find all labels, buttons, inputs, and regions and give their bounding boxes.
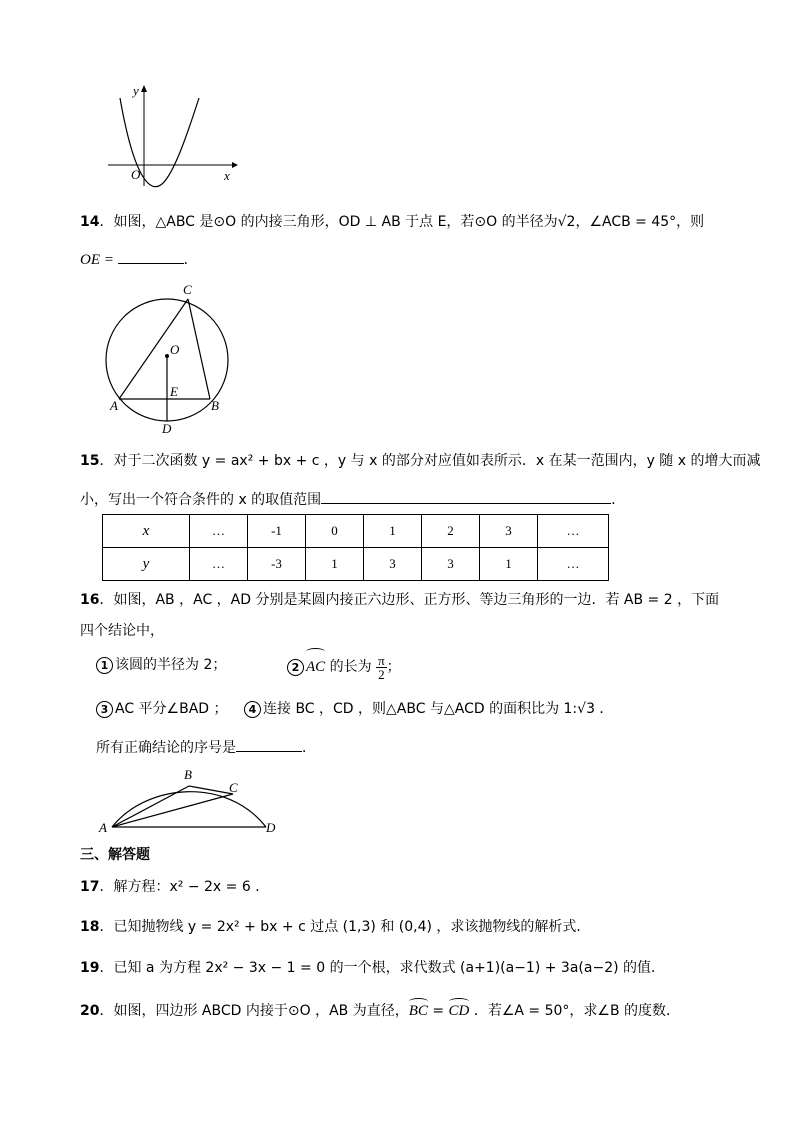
label-d: D [266, 820, 276, 835]
table-row [103, 548, 609, 581]
arc-cd: CD [448, 1003, 470, 1019]
center-point [165, 354, 169, 358]
table-cell: 3 [364, 548, 422, 581]
label-b: B [184, 767, 192, 782]
conclusion-3-text: AC 平分∠BAD ； [115, 701, 228, 717]
table-head-y: y [103, 548, 190, 581]
q20-eq: = [427, 1003, 449, 1019]
q16-number: 16 [80, 592, 100, 608]
q16-conclusion-3 [96, 700, 228, 718]
q16-text2: 四个结论中， [80, 623, 164, 639]
section-title [80, 846, 150, 864]
q19-text: ．已知 a 为方程 2x² − 3x − 1 = 0 的一个根，求代数式 (a+1)(a−1) + 3a(a−2) 的值． [99, 960, 666, 976]
circled-number-1: 1 [96, 657, 113, 674]
q14-text: ．如图，△ABC 是⊙O 的内接三角形，OD ⊥ AB 于点 E，若⊙O 的半径为√2，∠ACB = 45°，则 [99, 214, 705, 230]
table-cell: … [190, 548, 248, 581]
table-cell: 1 [364, 515, 422, 548]
label-e: E [170, 384, 178, 399]
q16-line5 [96, 737, 316, 757]
q18-line [80, 918, 590, 936]
fraction-pi-over-2 [376, 654, 387, 681]
section-3-title: 三、解答题 [80, 847, 150, 863]
q16-line2 [80, 622, 164, 640]
conclusion-4-text: 连接 BC ，CD ，则△ABC 与△ACD 的面积比为 1:√3 ． [263, 701, 614, 717]
q15-value-table [102, 514, 609, 581]
circled-number-3: 3 [96, 701, 113, 718]
table-cell: … [190, 515, 248, 548]
x-axis-label: x [224, 168, 230, 183]
arc-bc: BC [408, 1003, 428, 1019]
y-axis-label: y [133, 83, 139, 98]
conclusion-2-end: ； [386, 659, 401, 675]
q16-arc-figure [96, 766, 286, 838]
fraction-numerator: π [378, 652, 385, 668]
table-row [103, 515, 609, 548]
arc-ac: AC [306, 652, 325, 682]
label-c: C [229, 780, 238, 795]
q16-conclusion-1 [96, 656, 226, 674]
q14-line2 [80, 249, 198, 269]
segment-ab [112, 786, 189, 827]
q15-answer-blank[interactable] [321, 489, 611, 504]
table-cell: 1 [480, 548, 538, 581]
table-head-x: x [103, 515, 190, 548]
table-cell: 2 [422, 515, 480, 548]
q15-line1 [80, 452, 760, 470]
q16-text: ．如图，AB ，AC ，AD 分别是某圆内接正六边形、正方形、等边三角形的一边．若 AB = 2 ，下面 [99, 592, 720, 608]
q20-text-b: ．若∠A = 50°，求∠B 的度数． [469, 1003, 681, 1019]
q15-line2 [80, 489, 625, 509]
q14-oe-label: OE = [80, 252, 118, 268]
parabola-graph [100, 82, 250, 192]
q19-line [80, 959, 665, 977]
conclusion-1-text: 该圆的半径为 2； [115, 657, 227, 673]
circled-number-4: 4 [244, 701, 261, 718]
label-o: O [170, 342, 180, 357]
label-a: A [110, 398, 118, 413]
q16-text5: 所有正确结论的序号是 [96, 740, 236, 756]
q16-conclusion-4 [244, 700, 613, 718]
segment-bc [189, 786, 233, 794]
label-d: D [162, 421, 172, 435]
q16-conclusion-2 [287, 652, 401, 682]
x-axis-arrow [232, 162, 238, 168]
table-cell: 3 [480, 515, 538, 548]
table-cell: -3 [248, 548, 306, 581]
q17-number: 17 [80, 879, 100, 895]
table-cell: -1 [248, 515, 306, 548]
q15-number: 15 [80, 453, 100, 469]
q15-text2: 小，写出一个符合条件的 x 的取值范围 [80, 492, 322, 508]
q18-number: 18 [80, 919, 100, 935]
table-cell: 0 [306, 515, 364, 548]
table-cell: 3 [422, 548, 480, 581]
origin-label: O [131, 167, 141, 182]
circle-arc [112, 792, 266, 827]
q16-end: ． [302, 740, 316, 756]
table-cell: … [538, 548, 609, 581]
circled-number-2: 2 [287, 659, 304, 676]
q18-text: ．已知抛物线 y = 2x² + bx + c 过点 (1,3) 和 (0,4) ，求该抛物线的解析式． [99, 919, 591, 935]
label-b: B [211, 398, 219, 413]
q16-answer-blank[interactable] [236, 737, 302, 752]
q17-line [80, 878, 269, 896]
fraction-denominator: 2 [378, 666, 385, 682]
q14-answer-blank[interactable] [118, 249, 184, 264]
q14-end: ． [183, 252, 198, 268]
q14-line1 [80, 213, 704, 231]
q16-line1 [80, 591, 719, 609]
q14-circle-figure [100, 280, 240, 435]
y-axis-arrow [141, 85, 147, 92]
q20-line [80, 1002, 680, 1020]
q14-number: 14 [80, 214, 100, 230]
table-cell: … [538, 515, 609, 548]
q19-number: 19 [80, 960, 100, 976]
q17-text: ．解方程：x² − 2x = 6 ． [99, 879, 270, 895]
label-c: C [183, 282, 192, 297]
conclusion-2-mid: 的长为 [325, 659, 377, 675]
q20-number: 20 [80, 1003, 100, 1019]
q20-text-a: ．如图，四边形 ABCD 内接于⊙O ，AB 为直径， [99, 1003, 409, 1019]
table-cell: 1 [306, 548, 364, 581]
q15-text: ．对于二次函数 y = ax² + bx + c ，y 与 x 的部分对应值如表所示．x 在某一范围内，y 随 x 的增大而减 [99, 453, 761, 469]
label-a: A [99, 820, 107, 835]
q15-end: ． [611, 492, 626, 508]
